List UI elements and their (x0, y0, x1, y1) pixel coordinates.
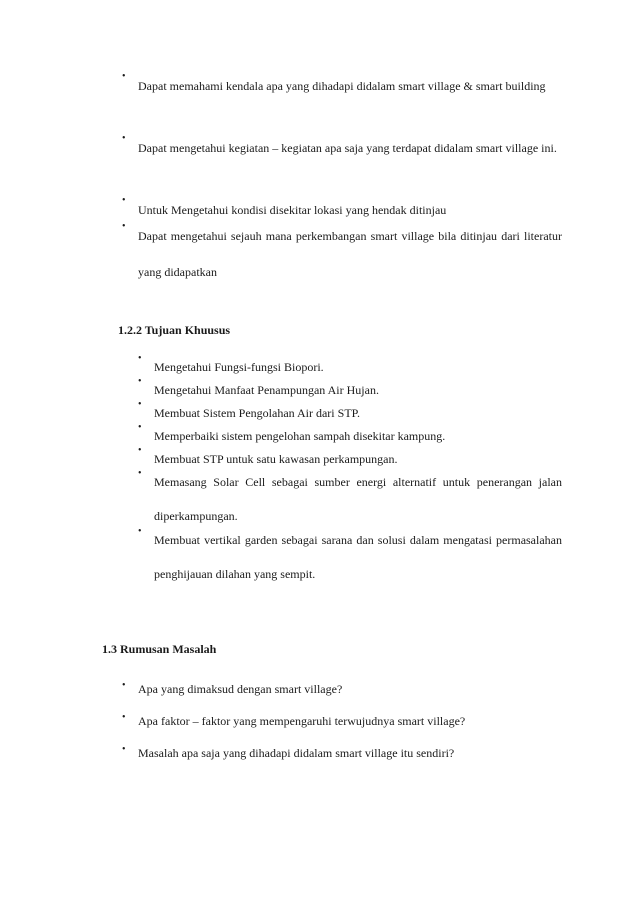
list-item-text: Mengetahui Fungsi-fungsi Biopori. (154, 360, 324, 374)
bullet-icon: • (122, 744, 126, 755)
bullet-icon: • (138, 445, 142, 456)
list-item-text: Mengetahui Manfaat Penampungan Air Hujan. (154, 383, 379, 397)
bullet-icon: • (122, 71, 126, 82)
section-heading-tujuan-khusus: 1.2.2 Tujuan Khuusus (118, 323, 231, 337)
bullet-icon: • (138, 468, 142, 479)
list-item-text: Apa faktor – faktor yang mempengaruhi terwujudnya smart village? (138, 714, 466, 728)
list-item (122, 218, 562, 290)
list-item-text: Untuk Mengetahui kondisi disekitar lokasi yang hendak ditinjau (138, 203, 447, 217)
bullet-icon: • (138, 399, 142, 410)
list-item-text: Membuat STP untuk satu kawasan perkampungan. (154, 452, 398, 466)
bullet-icon: • (122, 680, 126, 691)
list-item (122, 741, 562, 778)
list-item-text: Dapat mengetahui kegiatan – kegiatan apa saja yang terdapat didalam smart village ini. (138, 141, 557, 155)
bullet-icon: • (122, 133, 126, 144)
objectives-list (122, 71, 562, 290)
bullet-icon: • (122, 712, 126, 723)
bullet-icon: • (138, 376, 142, 387)
bullet-icon: • (138, 526, 142, 537)
list-item-text: Membuat vertikal garden sebagai sarana dan solusi dalam mengatasi permasalahan penghijauan dilahan yang sempit. (154, 533, 562, 581)
list-item-text: Memperbaiki sistem pengelohan sampah disekitar kampung. (154, 429, 446, 443)
list-item-text: Memasang Solar Cell sebagai sumber energi alternatif untuk penerangan jalan diperkampungan. (154, 475, 562, 523)
list-item-text: Dapat mengetahui sejauh mana perkembangan smart village bila ditinjau dari literatur yang didapatkan (138, 229, 562, 279)
list-item-text: Masalah apa saja yang dihadapi didalam smart village itu sendiri? (138, 746, 455, 760)
problem-statements-list (122, 682, 562, 778)
list-item (138, 523, 562, 591)
list-item-text: Membuat Sistem Pengolahan Air dari STP. (154, 406, 360, 420)
list-item-text: Apa yang dimaksud dengan smart village? (138, 682, 343, 696)
specific-objectives-list (138, 353, 562, 591)
bullet-icon: • (138, 353, 142, 364)
list-item-text: Dapat memahami kendala apa yang dihadapi didalam smart village & smart building (138, 79, 546, 93)
bullet-icon: • (122, 221, 126, 232)
bullet-icon: • (138, 422, 142, 433)
section-heading-rumusan-masalah: 1.3 Rumusan Masalah (102, 642, 217, 656)
bullet-icon: • (122, 195, 126, 206)
